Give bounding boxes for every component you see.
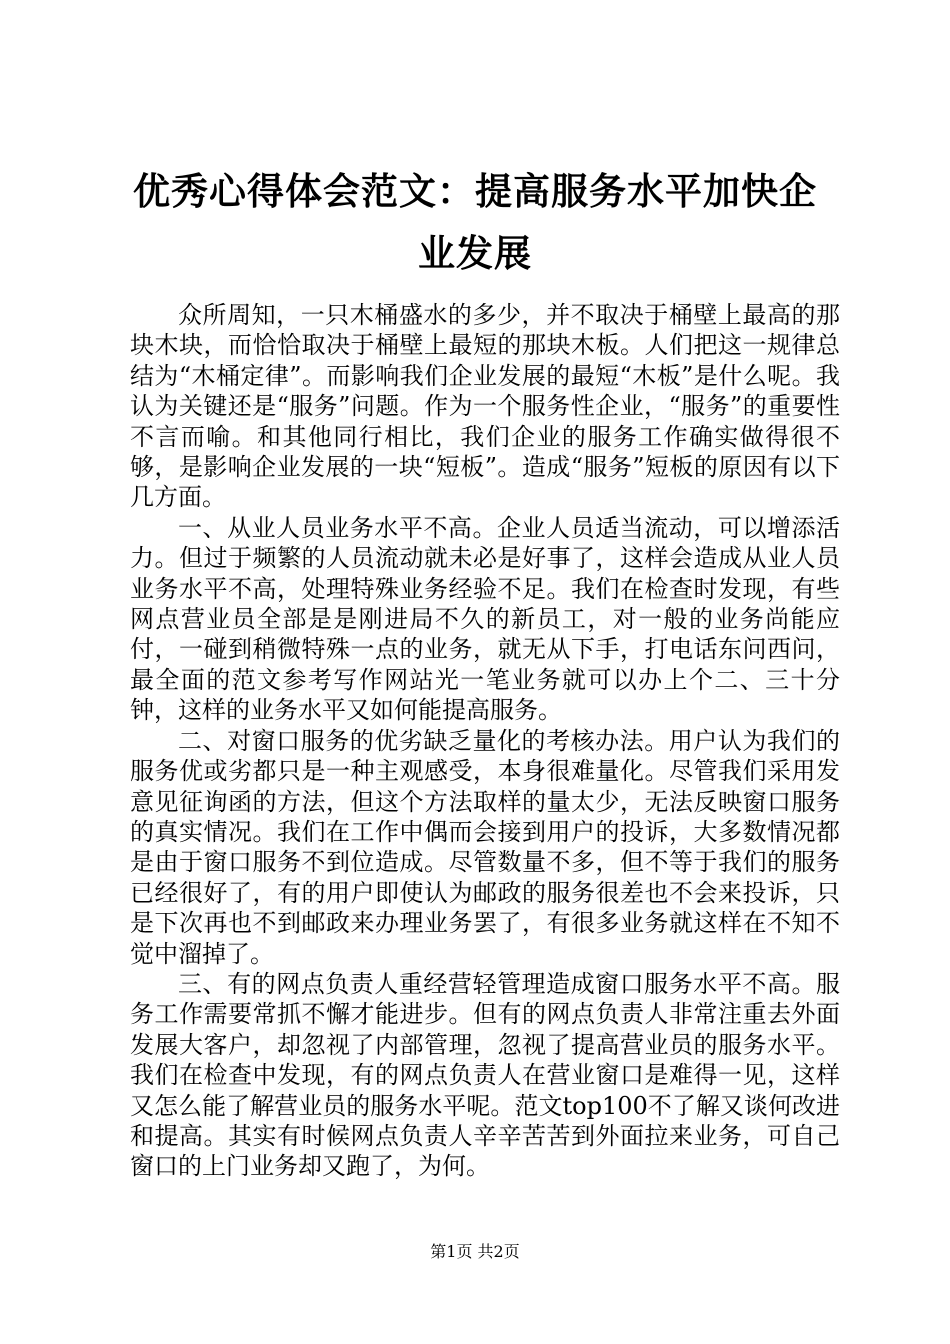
paragraph-point-2: 二、对窗口服务的优劣缺乏量化的考核办法。用户认为我们的服务优或劣都只是一种主观感受，本身很难量化。尽管我们采用发意见征询函的方法，但这个方法取样的量太少，无法反映窗口服务的真实情况。我们在工作中偶而会接到用户的投诉，大多数情况都是由于窗口服务不到位造成。尽管数量不多，但不等于我们的服务已经很好了，有的用户即使认为邮政的服务很差也不会来投诉，只是下次再也不到邮政来办理业务罢了，有很多业务就这样在不知不觉中溜掉了。 — [130, 726, 840, 968]
page-footer: 第1页 共2页 — [430, 1242, 520, 1261]
paragraph-intro: 众所周知，一只木桶盛水的多少，并不取决于桶壁上最高的那块木块，而恰恰取决于桶壁上最短的那块木板。人们把这一规律总结为“木桶定律”。而影响我们企业发展的最短“木板”是什么呢。我认为关键还是“服务”问题。作为一个服务性企业，“服务”的重要性不言而喻。和其他同行相比，我们企业的服务工作确实做得很不够，是影响企业发展的一块“短板”。造成“服务”短板的原因有以下几方面。 — [130, 301, 840, 512]
paragraph-point-1: 一、从业人员业务水平不高。企业人员适当流动，可以增添活力。但过于频繁的人员流动就未必是好事了，这样会造成从业人员业务水平不高，处理特殊业务经验不足。我们在检查时发现，有些网点营业员全部是是刚进局不久的新员工，对一般的业务尚能应付，一碰到稍微特殊一点的业务，就无从下手，打电话东问西问，最全面的范文参考写作网站光一笔业务就可以办上个二、三十分钟，这样的业务水平又如何能提高服务。 — [130, 513, 840, 725]
document-title: 优秀心得体会范文：提高服务水平加快企业发展 — [133, 169, 817, 275]
document-body — [130, 300, 840, 1182]
paragraph-point-3: 三、有的网点负责人重经营轻管理造成窗口服务水平不高。服务工作需要常抓不懈才能进步。但有的网点负责人非常注重去外面发展大客户，却忽视了内部管理，忽视了提高营业员的服务水平。我们在检查中发现，有的网点负责人在营业窗口是难得一见，这样又怎么能了解营业员的服务水平呢。范文top100不了解又谈何改进和提高。其实有时候网点负责人辛辛苦苦到外面拉来业务，可自己窗口的上门业务却又跑了，为何。 — [130, 969, 840, 1181]
